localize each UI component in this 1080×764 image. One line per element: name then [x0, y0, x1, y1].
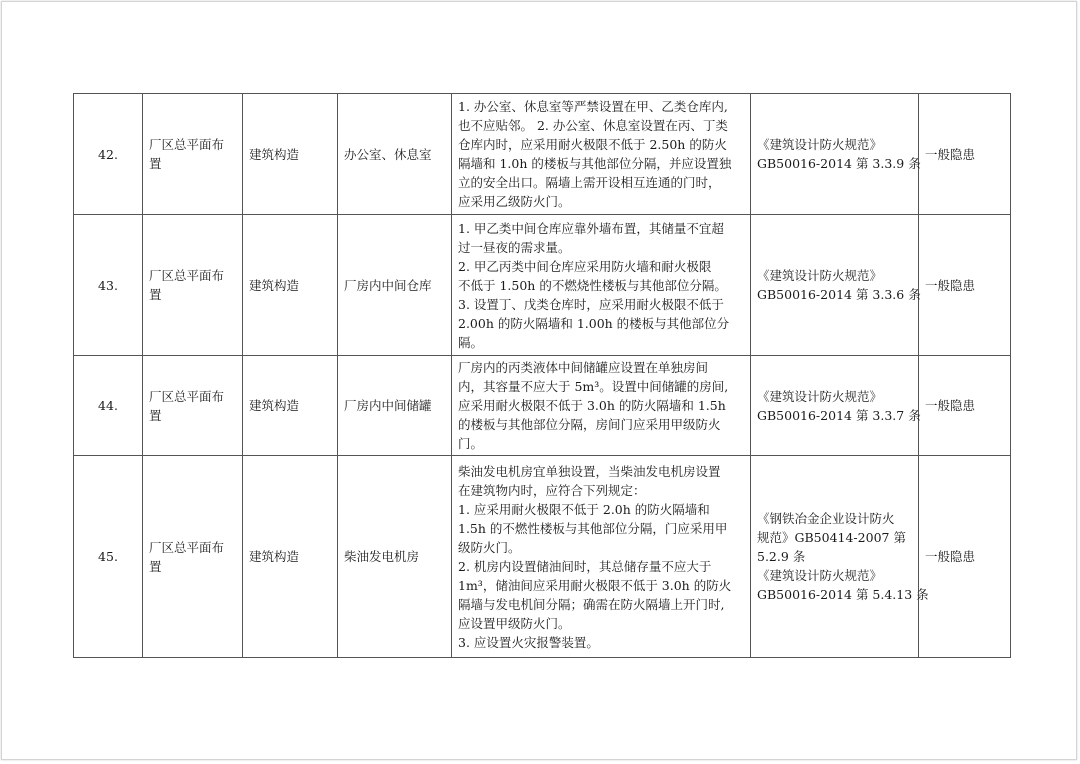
requirement-line: 门。 — [458, 436, 484, 451]
requirement-line: 的楼板与其他部位分隔，房间门应采用甲级防火 — [458, 417, 721, 432]
requirement-line: 2.00h 的防火隔墙和 1.00h 的楼板与其他部位分 — [458, 315, 730, 331]
requirement-cell — [452, 356, 751, 456]
requirement-line: 2. 机房内设置储油间时，其总储存量不应大于 — [458, 558, 712, 574]
hazard-table — [73, 93, 1011, 658]
category-cell: 建筑构造 — [243, 215, 338, 356]
category-cell: 建筑构造 — [243, 456, 338, 658]
table-row — [74, 356, 1011, 456]
requirement-cell — [452, 456, 751, 658]
requirement-line: 3. 设置丁、戊类仓库时，应采用耐火极限不低于 — [458, 296, 724, 312]
table-row — [74, 215, 1011, 356]
document-page — [1, 1, 1077, 760]
requirement-line: 应设置甲级防火门。 — [458, 615, 571, 631]
table-row — [74, 456, 1011, 658]
requirement-line: 2. 甲乙丙类中间仓库应采用防火墙和耐火极限 — [458, 258, 712, 274]
requirement-line: 柴油发电机房宜单独设置，当柴油发电机房设置 — [458, 463, 721, 479]
requirement-cell — [452, 215, 751, 356]
requirement-line: 应采用耐火极限不低于 3.0h 的防火隔墙和 1.5h — [458, 398, 726, 413]
basis-line: 规范》GB50414-2007 第 — [757, 530, 906, 545]
basis-line: GB50016-2014 第 3.3.7 条 — [757, 407, 921, 423]
item-cell: 柴油发电机房 — [338, 456, 452, 658]
basis-line: 《建筑设计防火规范》 — [757, 568, 883, 583]
basis-line: 《钢铁冶金企业设计防火 — [757, 511, 895, 526]
requirement-line: 内，其容量不应大于 5m³。设置中间储罐的房间, — [458, 379, 729, 394]
basis-line: 《建筑设计防火规范》 — [757, 268, 883, 283]
hazard-level-cell: 一般隐患 — [919, 456, 1011, 658]
requirement-line: 也不应贴邻。 2. 办公室、休息室设置在丙、丁类 — [458, 118, 728, 133]
area-cell: 厂区总平面布置 — [143, 356, 243, 456]
requirement-line: 过一昼夜的需求量。 — [458, 239, 571, 255]
basis-line: GB50016-2014 第 3.3.6 条 — [757, 287, 921, 302]
requirement-line: 1m³，储油间应采用耐火极限不低于 3.0h 的防火 — [458, 577, 732, 593]
item-cell: 办公室、休息室 — [338, 94, 452, 215]
requirement-line: 1. 甲乙类中间仓库应靠外墙布置，其储量不宜超 — [458, 220, 724, 236]
row-number: 45. — [74, 456, 143, 658]
row-number: 44. — [74, 356, 143, 456]
requirement-line: 级防火门。 — [458, 539, 521, 555]
requirement-line: 隔。 — [458, 334, 484, 350]
requirement-line: 1. 办公室、休息室等严禁设置在甲、乙类仓库内, — [458, 99, 728, 114]
table-row — [74, 94, 1011, 215]
basis-line: 5.2.9 条 — [757, 549, 806, 564]
area-cell: 厂区总平面布置 — [143, 94, 243, 215]
requirement-cell — [452, 94, 751, 215]
basis-line: GB50016-2014 第 3.3.9 条 — [757, 156, 921, 171]
category-cell: 建筑构造 — [243, 94, 338, 215]
basis-cell — [751, 356, 919, 456]
row-number: 43. — [74, 215, 143, 356]
requirement-line: 1.5h 的不燃性楼板与其他部位分隔，门应采用甲 — [458, 520, 728, 536]
hazard-level-cell: 一般隐患 — [919, 94, 1011, 215]
requirement-line: 仓库内时，应采用耐火极限不低于 2.50h 的防火 — [458, 137, 727, 152]
requirement-line: 不低于 1.50h 的不燃烧性楼板与其他部位分隔。 — [458, 277, 727, 293]
row-number: 42. — [74, 94, 143, 215]
requirement-line: 应采用乙级防火门。 — [458, 194, 571, 209]
item-cell: 厂房内中间储罐 — [338, 356, 452, 456]
area-cell: 厂区总平面布置 — [143, 215, 243, 356]
basis-line: 《建筑设计防火规范》 — [757, 388, 883, 404]
requirement-line: 隔墙与发电机间分隔；确需在防火隔墙上开门时, — [458, 596, 725, 612]
hazard-level-cell: 一般隐患 — [919, 356, 1011, 456]
basis-cell — [751, 94, 919, 215]
basis-line: 《建筑设计防火规范》 — [757, 137, 883, 152]
requirement-line: 隔墙和 1.0h 的楼板与其他部位分隔，并应设置独 — [458, 156, 732, 171]
requirement-line: 1. 应采用耐火极限不低于 2.0h 的防火隔墙和 — [458, 501, 710, 517]
category-cell: 建筑构造 — [243, 356, 338, 456]
basis-line: GB50016-2014 第 5.4.13 条 — [757, 587, 929, 602]
basis-cell — [751, 456, 929, 658]
requirement-line: 在建筑物内时，应符合下列规定： — [458, 482, 646, 498]
requirement-line: 立的安全出口。隔墙上需开设相互连通的门时， — [458, 175, 721, 190]
basis-cell — [751, 215, 919, 356]
area-cell: 厂区总平面布置 — [143, 456, 243, 658]
hazard-level-cell: 一般隐患 — [919, 215, 1011, 356]
item-cell: 厂房内中间仓库 — [338, 215, 452, 356]
requirement-line: 厂房内的丙类液体中间储罐应设置在单独房间 — [458, 360, 709, 375]
requirement-line: 3. 应设置火灾报警装置。 — [458, 634, 599, 650]
